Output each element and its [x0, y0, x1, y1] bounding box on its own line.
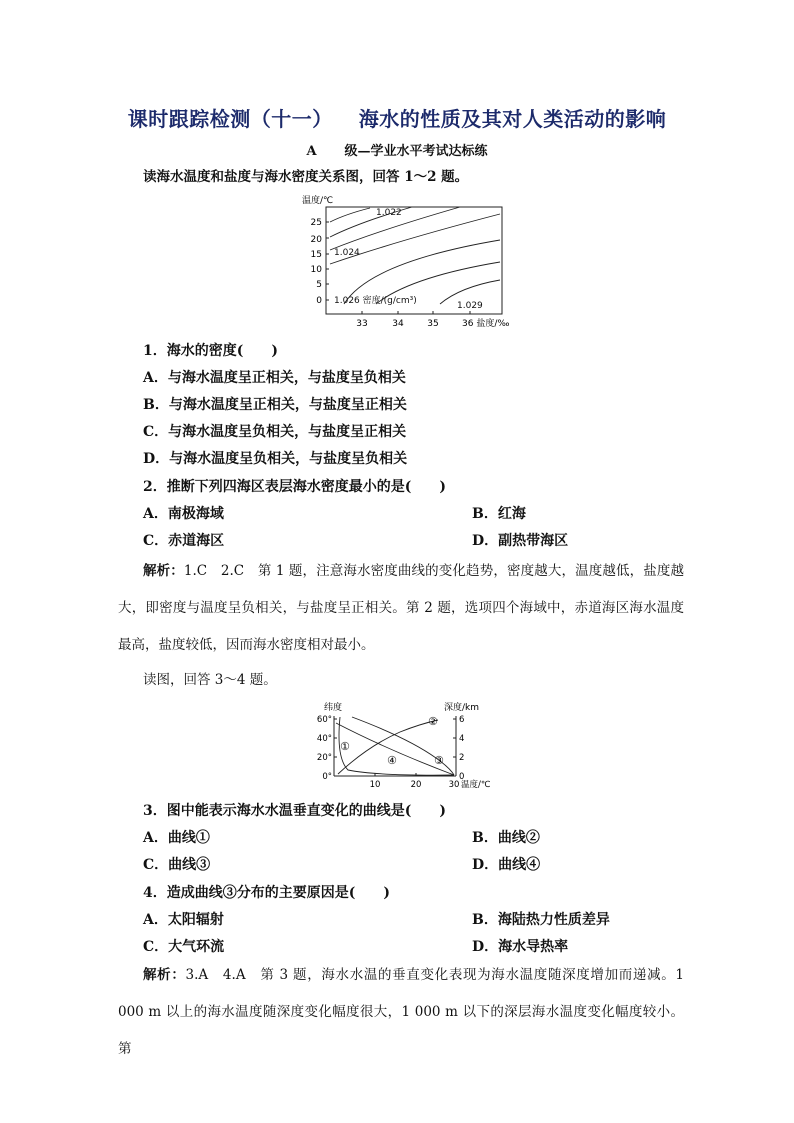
fig1-xticks	[356, 319, 438, 329]
fig1-ytick: 5	[316, 280, 322, 290]
fig2-depth-tick: 0	[459, 772, 465, 782]
q2-option-d: D．副热带海区	[472, 533, 569, 549]
fig2-left-label: 纬度	[324, 703, 343, 713]
q4-stem: 4．造成曲线③分布的主要原因是( )	[143, 885, 390, 901]
fig1-xtick: 34	[392, 319, 404, 329]
q4-option-b: B．海陆热力性质差异	[472, 912, 610, 928]
q3-option-d: D．曲线④	[472, 857, 541, 873]
q1-option-b: B．与海水温度呈正相关，与盐度呈正相关	[143, 397, 407, 413]
fig2-lat-tick: 0°	[322, 772, 332, 782]
q4-option-a: A．太阳辐射	[143, 912, 224, 928]
fig1-curve-label: 1.024	[334, 248, 360, 258]
section-letter: A	[306, 144, 317, 159]
answer-1-label: 解析：	[143, 563, 184, 579]
fig1-ytick: 0	[316, 296, 322, 306]
answer-2-label: 解析：	[143, 967, 186, 983]
fig2-lat-tick: 60°	[316, 715, 332, 725]
intro-2: 读图，回答 3～4 题。	[143, 672, 277, 688]
q2-option-b: B．红海	[472, 506, 526, 522]
fig1-curve-label: 1.022	[376, 208, 402, 218]
fig2-lat-ticks	[317, 715, 332, 782]
section-label: 级—学业水平考试达标练	[344, 144, 488, 159]
title-main: 课时跟踪检测（十一）	[127, 107, 333, 131]
q2-stem: 2．推断下列四海区表层海水密度最小的是( )	[143, 479, 446, 495]
fig2-curve-4	[336, 723, 454, 775]
q3-option-b: B．曲线②	[472, 830, 540, 846]
fig2-depth-tick: 2	[459, 753, 465, 763]
fig2-xlabel: 温度/℃	[461, 780, 491, 790]
q4-option-c: C．大气环流	[143, 939, 225, 955]
fig2-marker-3: ③	[434, 754, 444, 767]
fig2-xtick: 30	[448, 780, 460, 790]
fig2-marker-1: ①	[340, 740, 350, 753]
fig1-xtick: 35	[427, 319, 439, 329]
answer-1-text: 1.C 2.C 第 1 题，注意海水密度曲线的变化趋势，密度越大，温度越低，盐度越大，即密度与温度呈负相关，与盐度呈正相关。第 2 题，选项四个海域中，赤道海区海水温度最高，盐度较低，因而海水密度相对最小。	[118, 563, 684, 653]
fig1-xlabel: 36 盐度/‰	[462, 319, 510, 329]
fig2-right-label: 深度/km	[444, 703, 480, 713]
fig1-ylabel: 温度/℃	[302, 196, 334, 206]
q1-stem: 1．海水的密度( )	[143, 343, 278, 359]
q1-option-d: D．与海水温度呈负相关，与盐度呈负相关	[143, 451, 408, 467]
q3-option-a: A．曲线①	[143, 830, 210, 846]
figure-density-chart	[300, 192, 510, 332]
fig2-depth-ticks	[459, 715, 464, 782]
fig1-curve-label: 1.029	[457, 301, 483, 311]
fig2-lat-tick: 20°	[316, 753, 332, 763]
answer-2	[118, 957, 684, 1068]
fig1-ytick: 20	[310, 235, 322, 245]
fig2-depth-tick: 4	[459, 734, 465, 744]
fig1-curve-label: 1.026 密度/(g/cm³)	[334, 296, 417, 306]
page-title	[0, 103, 794, 132]
fig1-curve-labels	[334, 208, 483, 311]
q3-stem: 3．图中能表示海水水温垂直变化的曲线是( )	[143, 803, 446, 819]
fig2-xticks	[370, 780, 460, 790]
fig1-xtick: 33	[356, 319, 368, 329]
fig1-ytick: 10	[310, 265, 322, 275]
section-heading	[0, 140, 794, 159]
fig2-depth-tick: 6	[459, 715, 465, 725]
q4-option-d: D．海水导热率	[472, 939, 569, 955]
fig1-curve	[330, 208, 370, 222]
fig2-xtick: 20	[410, 780, 422, 790]
q1-option-a: A．与海水温度呈正相关，与盐度呈负相关	[143, 370, 406, 386]
fig2-lat-tick: 40°	[316, 734, 332, 744]
q2-option-a: A．南极海域	[143, 506, 224, 522]
q1-option-c: C．与海水温度呈负相关，与盐度呈正相关	[143, 424, 407, 440]
title-sub: 海水的性质及其对人类活动的影响	[358, 107, 667, 131]
answer-2-text: 3.A 4.A 第 3 题，海水水温的垂直变化表现为海水温度随深度增加而递减。1 000 m 以上的海水温度随深度变化幅度很大，1 000 m 以下的深层海水温度变化幅度较小。第	[118, 967, 684, 1057]
figure-temperature-chart	[308, 698, 508, 794]
fig1-curve	[344, 240, 500, 304]
intro-1: 读海水温度和盐度与海水密度关系图，回答 1～2 题。	[143, 169, 469, 185]
fig1-ytick: 15	[310, 250, 322, 260]
fig2-xtick: 10	[369, 780, 381, 790]
fig2-marker-2: ②	[428, 715, 438, 728]
fig1-yticks	[311, 218, 323, 306]
q2-option-c: C．赤道海区	[143, 533, 225, 549]
fig2-marker-4: ④	[387, 754, 397, 767]
q3-option-c: C．曲线③	[143, 857, 211, 873]
answer-1	[118, 553, 684, 664]
fig1-ytick: 25	[310, 218, 322, 228]
